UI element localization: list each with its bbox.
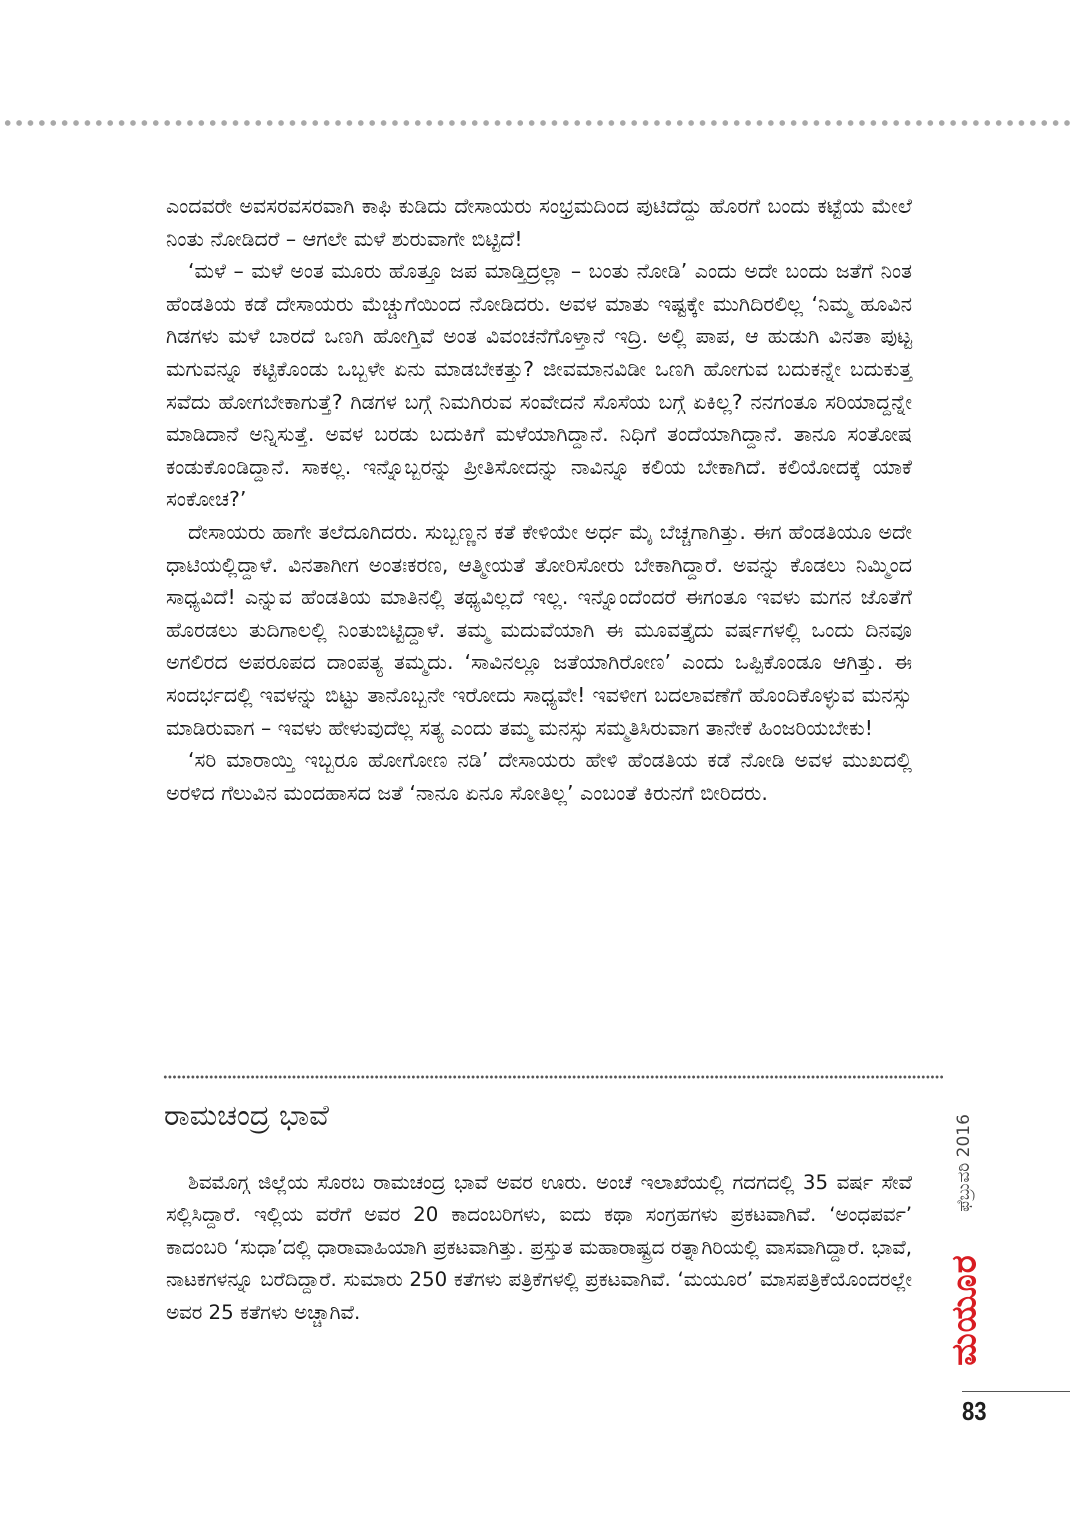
page-number: 83 (962, 1396, 987, 1426)
magazine-logo-text: ಮಯೂರ (945, 1254, 985, 1366)
magazine-logo-vertical (930, 1250, 1000, 1370)
author-bio-text: ಶಿವಮೊಗ್ಗ ಜಿಲ್ಲೆಯ ಸೊರಬ ರಾಮಚಂದ್ರ ಭಾವೆ ಅವರ ಊರು. ಅಂಚೆ ಇಲಾಖೆಯಲ್ಲಿ ಗದಗದಲ್ಲಿ 35 ವರ್ಷ ಸೇವೆ ಸಲ್ಲಿಸಿದ್ದಾರೆ. ಇಲ್ಲಿಯ ವರೆಗೆ ಅವರ 20 ಕಾದಂಬರಿಗಳು, ಐದು ಕಥಾ ಸಂಗ್ರಹಗಳು ಪ್ರಕಟವಾಗಿವೆ. ‘ಅಂಧಪರ್ವ’ ಕಾದಂಬರಿ ‘ಸುಧಾ’ದಲ್ಲಿ ಧಾರಾವಾಹಿಯಾಗಿ ಪ್ರಕಟವಾಗಿತ್ತು. ಪ್ರಸ್ತುತ ಮಹಾರಾಷ್ಟ್ರದ ರತ್ನಾಗಿರಿಯಲ್ಲಿ ವಾಸವಾಗಿದ್ದಾರೆ. ಭಾವೆ, ನಾಟಕಗಳನ್ನೂ ಬರೆದಿದ್ದಾರೆ. ಸುಮಾರು 250 ಕತೆಗಳು ಪತ್ರಿಕೆಗಳಲ್ಲಿ ಪ್ರಕಟವಾಗಿವೆ. ‘ಮಯೂರ’ ಮಾಸಪತ್ರಿಕೆಯೊಂದರಲ್ಲೇ ಅವರ 25 ಕತೆಗಳು ಅಚ್ಚಾಗಿವೆ. (166, 1171, 912, 1324)
story-paragraph-3: ದೇಸಾಯರು ಹಾಗೇ ತಲೆದೂಗಿದರು. ಸುಬ್ಬಣ್ಣನ ಕತೆ ಕೇಳಿಯೇ ಅರ್ಧ ಮೈ ಬೆಚ್ಚಗಾಗಿತ್ತು. ಈಗ ಹೆಂಡತಿಯೂ ಅದೇ ಧಾಟಿಯಲ್ಲಿದ್ದಾಳೆ. ವಿನತಾಗೀಗ ಅಂತಃಕರಣ, ಆತ್ಮೀಯತೆ ತೋರಿಸೋರು ಬೇಕಾಗಿದ್ದಾರೆ. ಅವನ್ನು ಕೊಡಲು ನಿಮ್ಮಿಂದ ಸಾಧ್ಯವಿದೆ! ಎನ್ನುವ ಹೆಂಡತಿಯ ಮಾತಿನಲ್ಲಿ ತಥ್ಯವಿಲ್ಲದೆ ಇಲ್ಲ. ಇನ್ನೊಂದೆಂದರೆ ಈಗಂತೂ ಇವಳು ಮಗನ ಜೊತೆಗೆ ಹೊರಡಲು ತುದಿಗಾಲಲ್ಲಿ ನಿಂತುಬಿಟ್ಟಿದ್ದಾಳೆ. ತಮ್ಮ ಮದುವೆಯಾಗಿ ಈ ಮೂವತ್ತೈದು ವರ್ಷಗಳಲ್ಲಿ ಒಂದು ದಿನವೂ ಅಗಲಿರದ ಅಪರೂಪದ ದಾಂಪತ್ಯ ತಮ್ಮದು. ‘ಸಾವಿನಲ್ಲೂ ಜತೆಯಾಗಿರೋಣ’ ಎಂದು ಒಪ್ಪಿಕೊಂಡೂ ಆಗಿತ್ತು. ಈ ಸಂದರ್ಭದಲ್ಲಿ ಇವಳನ್ನು ಬಿಟ್ಟು ತಾನೊಬ್ಬನೇ ಇರೋದು ಸಾಧ್ಯವೇ! ಇವಳೀಗ ಬದಲಾವಣೆಗೆ ಹೊಂದಿಕೊಳ್ಳುವ ಮನಸ್ಸು ಮಾಡಿರುವಾಗ – ಇವಳು ಹೇಳುವುದೆಲ್ಲ ಸತ್ಯ ಎಂದು ತಮ್ಮ ಮನಸ್ಸು ಸಮ್ಮತಿಸಿರುವಾಗ ತಾನೇಕೆ ಹಿಂಜರಿಯಬೇಕು! (166, 519, 912, 740)
page-number-rule (962, 1391, 1070, 1392)
story-paragraph-1: ಎಂದವರೇ ಅವಸರವಸರವಾಗಿ ಕಾಫಿ ಕುಡಿದು ದೇಸಾಯರು ಸಂಭ್ರಮದಿಂದ ಪುಟಿದೆದ್ದು ಹೊರಗೆ ಬಂದು ಕಟ್ಟೆಯ ಮೇಲೆ ನಿಂತು ನೋಡಿದರೆ – ಆಗಲೇ ಮಳೆ ಶುರುವಾಗೇ ಬಿಟ್ಟಿದೆ! (166, 194, 912, 251)
author-name-heading: ರಾಮಚಂದ್ರ ಭಾವೆ (164, 1098, 329, 1132)
author-bio (166, 1167, 912, 1329)
top-dotted-divider (0, 119, 1072, 127)
issue-date-text: ಫೆಬ್ರುವರಿ 2016 (954, 1114, 974, 1212)
author-section-divider (163, 1075, 943, 1079)
story-body (166, 190, 912, 809)
story-paragraph-2: ‘ಮಳೆ – ಮಳೆ ಅಂತ ಮೂರು ಹೊತ್ತೂ ಜಪ ಮಾಡ್ತಿದ್ರಲ್ಲಾ – ಬಂತು ನೋಡಿ’ ಎಂದು ಅದೇ ಬಂದು ಜತೆಗೆ ನಿಂತ ಹೆಂಡತಿಯ ಕಡೆ ದೇಸಾಯರು ಮೆಚ್ಚುಗೆಯಿಂದ ನೋಡಿದರು. ಅವಳ ಮಾತು ಇಷ್ಟಕ್ಕೇ ಮುಗಿದಿರಲಿಲ್ಲ ‘ನಿಮ್ಮ ಹೂವಿನ ಗಿಡಗಳು ಮಳೆ ಬಾರದೆ ಒಣಗಿ ಹೋಗ್ತಿವೆ ಅಂತ ವಿವಂಚನೆಗೊಳ್ತಾನೆ ಇದ್ರಿ. ಅಲ್ಲಿ ಪಾಪ, ಆ ಹುಡುಗಿ ವಿನತಾ ಪುಟ್ಟ ಮಗುವನ್ನೂ ಕಟ್ಟಿಕೊಂಡು ಒಬ್ಬಳೇ ಏನು ಮಾಡಬೇಕತ್ತು? ಜೀವಮಾನವಿಡೀ ಒಣಗಿ ಹೋಗುವ ಬದುಕನ್ನೇ ಬದುಕುತ್ತ ಸವೆದು ಹೋಗಬೇಕಾಗುತ್ತೆ? ಗಿಡಗಳ ಬಗ್ಗೆ ನಿಮಗಿರುವ ಸಂವೇದನೆ ಸೊಸೆಯ ಬಗ್ಗೆ ಏಕಿಲ್ಲ? ನನಗಂತೂ ಸರಿಯಾದ್ದನ್ನೇ ಮಾಡಿದಾನೆ ಅನ್ನಿಸುತ್ತೆ. ಅವಳ ಬರಡು ಬದುಕಿಗೆ ಮಳೆಯಾಗಿದ್ದಾನೆ. ನಿಧಿಗೆ ತಂದೆಯಾಗಿದ್ದಾನೆ. ತಾನೂ ಸಂತೋಷ ಕಂಡುಕೊಂಡಿದ್ದಾನೆ. ಸಾಕಲ್ಲ. ಇನ್ನೊಬ್ಬರನ್ನು ಪ್ರೀತಿಸೋದನ್ನು ನಾವಿನ್ನೂ ಕಲಿಯ ಬೇಕಾಗಿದೆ. ಕಲಿಯೋದಕ್ಕೆ ಯಾಕೆ ಸಂಕೋಚ?’ (166, 259, 912, 512)
issue-date-vertical (944, 1108, 984, 1218)
story-paragraph-4: ‘ಸರಿ ಮಾರಾಯ್ತಿ ಇಬ್ಬರೂ ಹೋಗೋಣ ನಡಿ’ ದೇಸಾಯರು ಹೇಳಿ ಹೆಂಡತಿಯ ಕಡೆ ನೋಡಿ ಅವಳ ಮುಖದಲ್ಲಿ ಅರಳಿದ ಗೆಲುವಿನ ಮಂದಹಾಸದ ಜತೆ ‘ನಾನೂ ಏನೂ ಸೋತಿಲ್ಲ’ ಎಂಬಂತೆ ಕಿರುನಗೆ ಬೀರಿದರು. (166, 748, 912, 805)
